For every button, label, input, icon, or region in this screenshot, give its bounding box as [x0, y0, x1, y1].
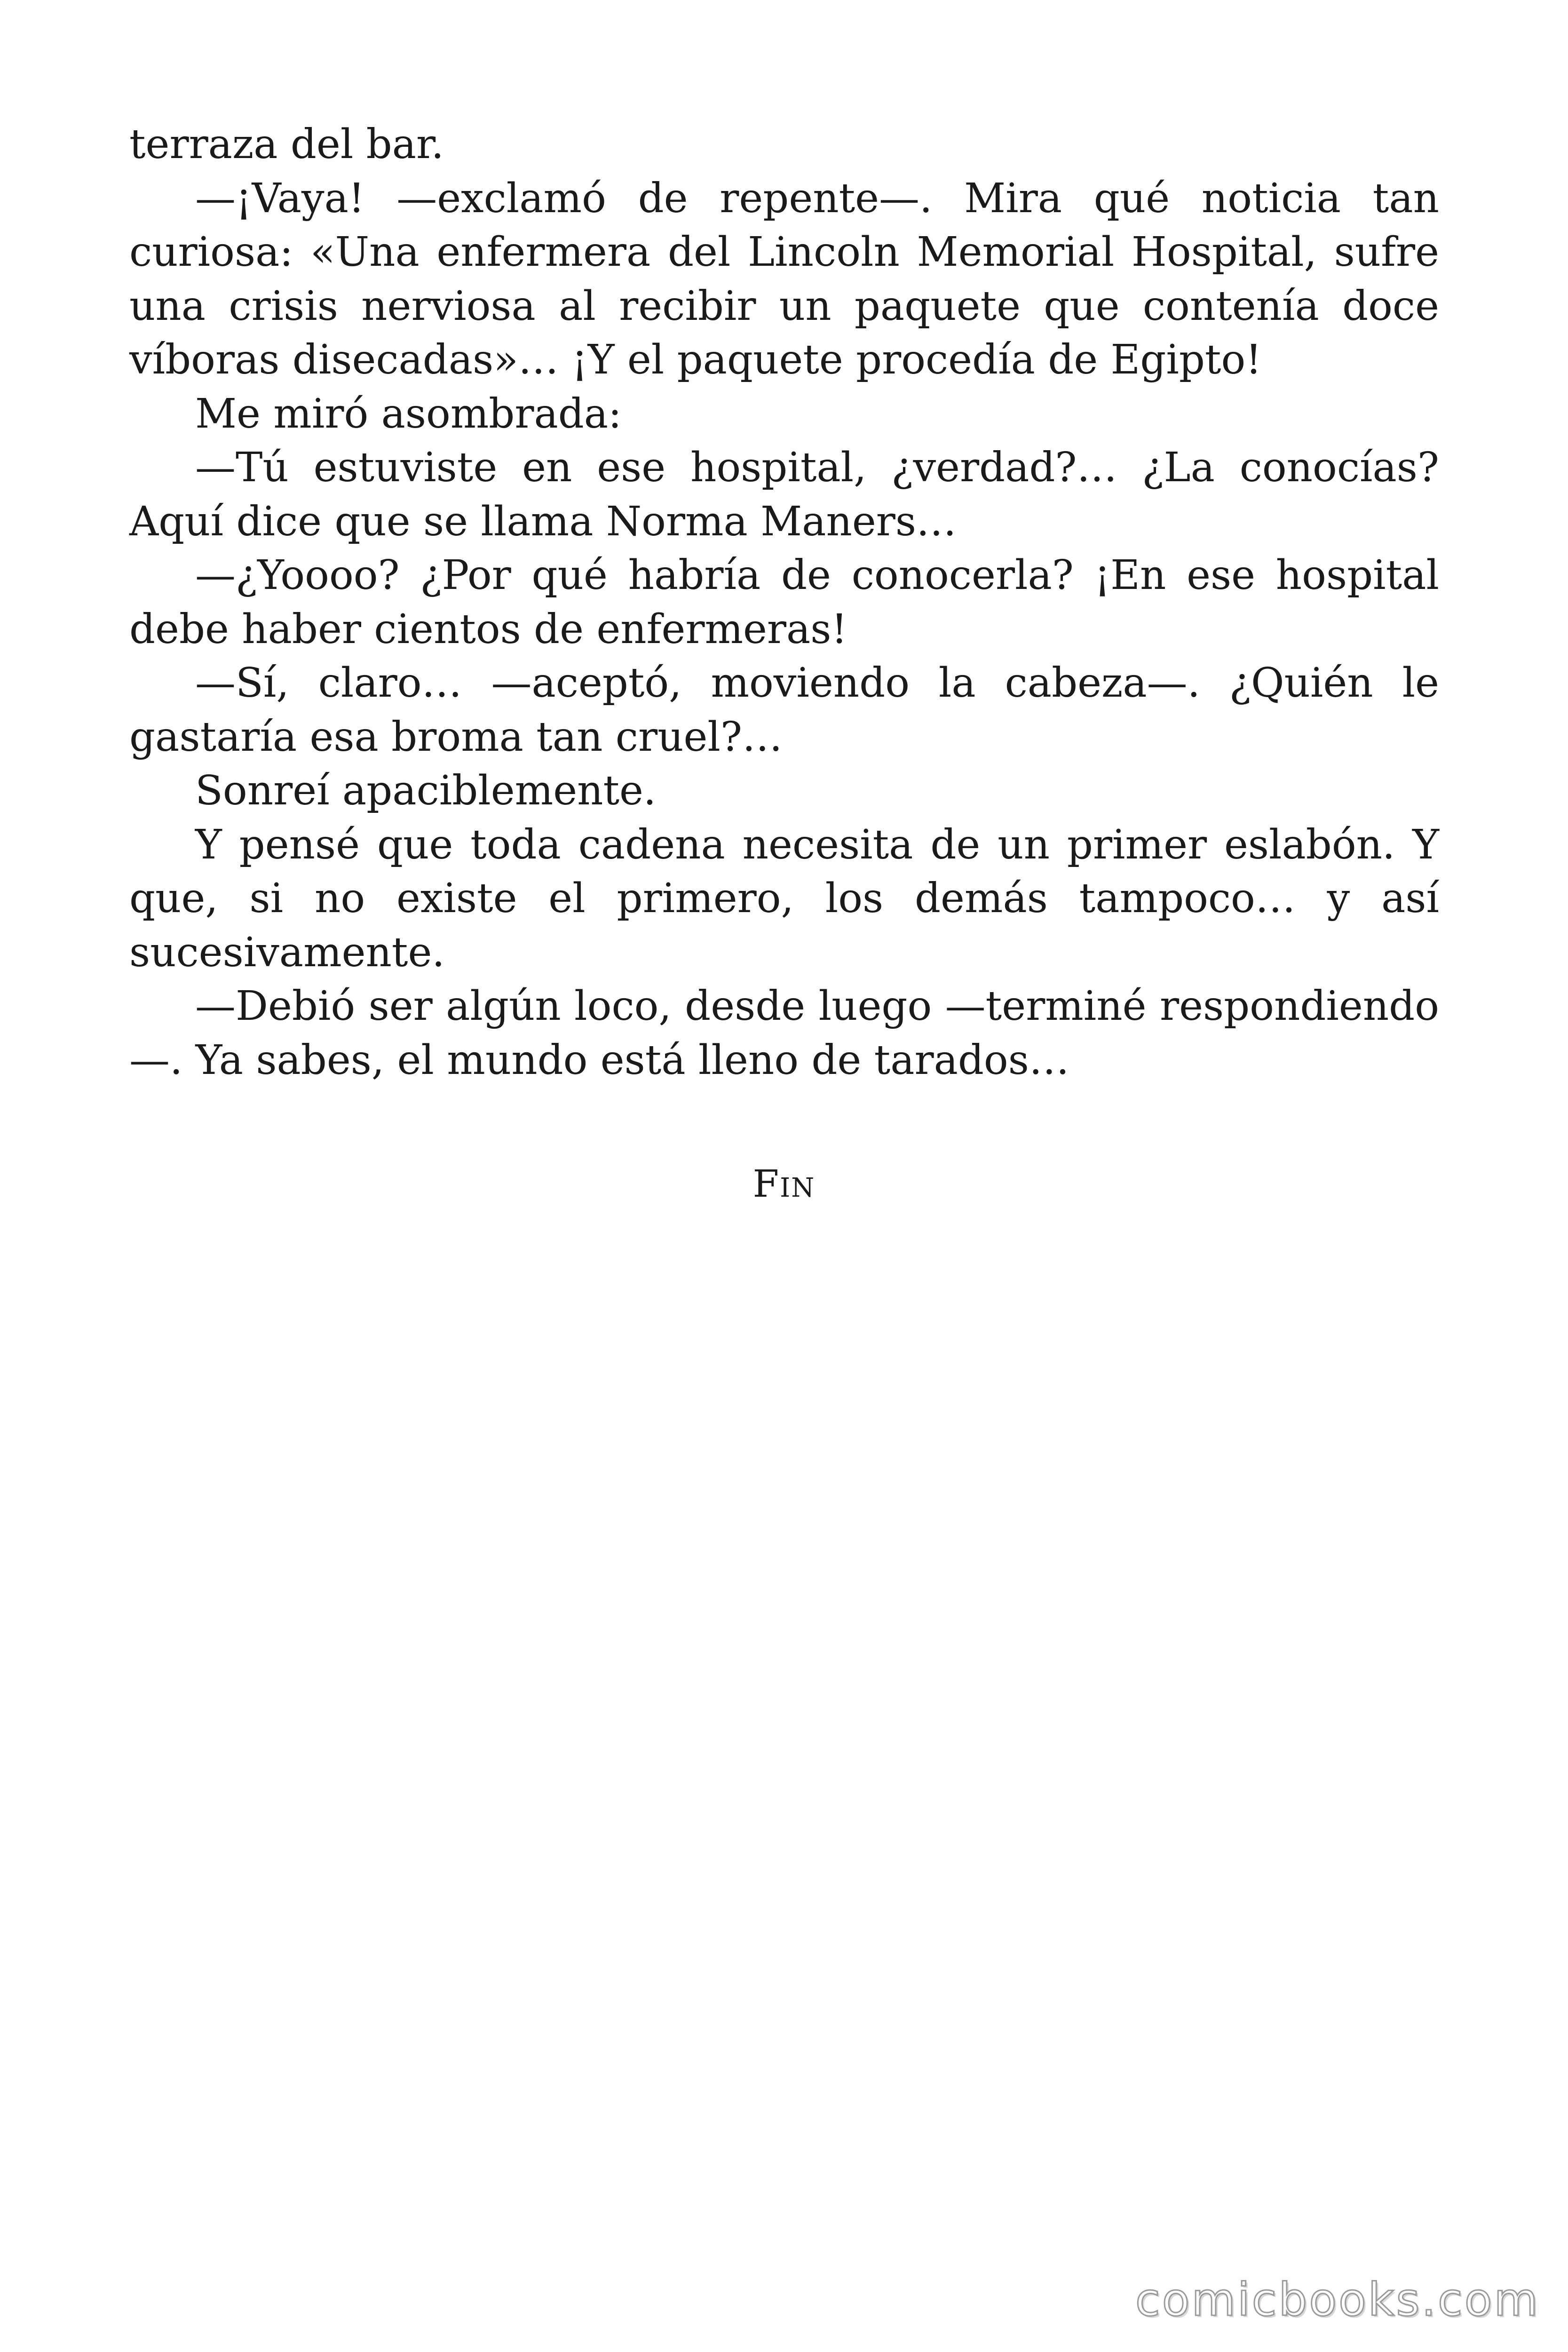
end-mark: Fin [752, 1162, 816, 1206]
watermark-logo: comicbooks.com [1135, 2273, 1540, 2326]
paragraph-2: —¡Vaya! —exclamó de repente—. Mira qué noticia tan curiosa: «Una enfermera del Lincoln Memorial Hospital, sufre una crisis nerviosa al recibir un paquete que contenía doce víboras disecadas»… ¡Y el paquete procedía de Egipto! [129, 175, 1439, 383]
paragraph-6: —Sí, claro… —aceptó, moviendo la cabeza—. ¿Quién le gastaría esa broma tan cruel?… [129, 660, 1439, 761]
paragraph-1: terraza del bar. [129, 121, 444, 168]
paragraph-8: Y pensé que toda cadena necesita de un primer eslabón. Y que, si no existe el primero, los demás tampoco… y así sucesivamente. [129, 821, 1439, 976]
paragraph-9: —Debió ser algún loco, desde luego —terminé respondiendo—. Ya sabes, el mundo está lleno de tarados… [129, 983, 1439, 1084]
story-text [129, 118, 1439, 1087]
paragraph-5: —¿Yoooo? ¿Por qué habría de conocerla? ¡En ese hospital debe haber cientos de enfermeras! [129, 552, 1439, 653]
paragraph-4: —Tú estuviste en ese hospital, ¿verdad?… ¿La conocías? Aquí dice que se llama Norma Maners… [129, 444, 1439, 545]
paragraph-7: Sonreí apaciblemente. [195, 767, 657, 814]
paragraph-3: Me miró asombrada: [195, 390, 622, 437]
